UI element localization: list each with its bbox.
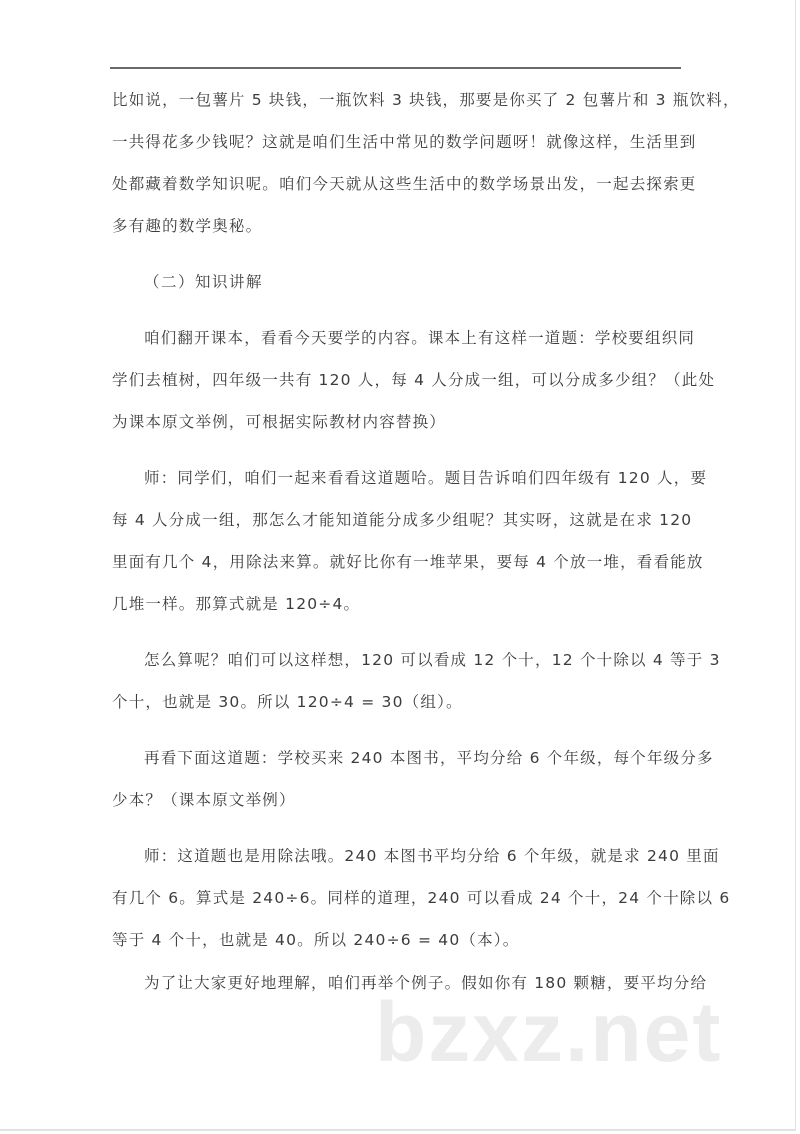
text-line: 咱们翻开课本，看看今天要学的内容。课本上有这样一道题：学校要组织同: [144, 329, 696, 347]
text-line: 个十，也就是 30。所以 120÷4 = 30（组）。: [112, 693, 463, 711]
text-line: 比如说，一包薯片 5 块钱，一瓶饮料 3 块钱，那要是你买了 2 包薯片和 3 瓶饮料，: [112, 91, 740, 109]
text-line: 几堆一样。那算式就是 120÷4。: [112, 595, 361, 613]
text-line: 少本？（课本原文举例）: [112, 791, 296, 809]
text-line: 怎么算呢？咱们可以这样想，120 可以看成 12 个十，12 个十除以 4 等于 3: [144, 651, 721, 669]
text-line: 里面有几个 4，用除法来算。就好比你有一堆苹果，要每 4 个放一堆，看看能放: [112, 553, 704, 571]
text-line: 有几个 6。算式是 240÷6。同样的道理，240 可以看成 24 个十，24 个十除以 6: [112, 889, 731, 907]
watermark: bzxz.net: [375, 985, 723, 1079]
text-line: 一共得花多少钱呢？这就是咱们生活中常见的数学问题呀！就像这样，生活里到: [112, 133, 697, 151]
section-heading: （二）知识讲解: [144, 273, 264, 291]
text-line: 处都藏着数学知识呢。咱们今天就从这些生活中的数学场景出发，一起去探索更: [112, 175, 697, 193]
text-line: 等于 4 个十，也就是 40。所以 240÷6 = 40（本）。: [112, 931, 520, 949]
page-border-bottom: [0, 1129, 796, 1131]
text-line: 学们去植树，四年级一共有 120 人，每 4 人分成一组，可以分成多少组？（此处: [112, 371, 716, 389]
header-rule: [110, 67, 681, 69]
text-line: 师：这道题也是用除法哦。240 本图书平均分给 6 个年级，就是求 240 里面: [144, 847, 720, 865]
text-line: 再看下面这道题：学校买来 240 本图书，平均分给 6 个年级，每个年级分多: [144, 749, 714, 767]
text-line: 每 4 人分成一组，那怎么才能知道能分成多少组呢？其实呀，这就是在求 120: [112, 511, 693, 529]
page-border-right: [795, 0, 796, 1130]
text-line: 师：同学们，咱们一起来看看这道题哈。题目告诉咱们四年级有 120 人，要: [144, 469, 708, 487]
text-line: 为了让大家更好地理解，咱们再举个例子。假如你有 180 颗糖，要平均分给: [144, 974, 708, 992]
text-line: 为课本原文举例，可根据实际教材内容替换）: [112, 413, 447, 431]
text-line: 多有趣的数学奥秘。: [112, 217, 263, 235]
